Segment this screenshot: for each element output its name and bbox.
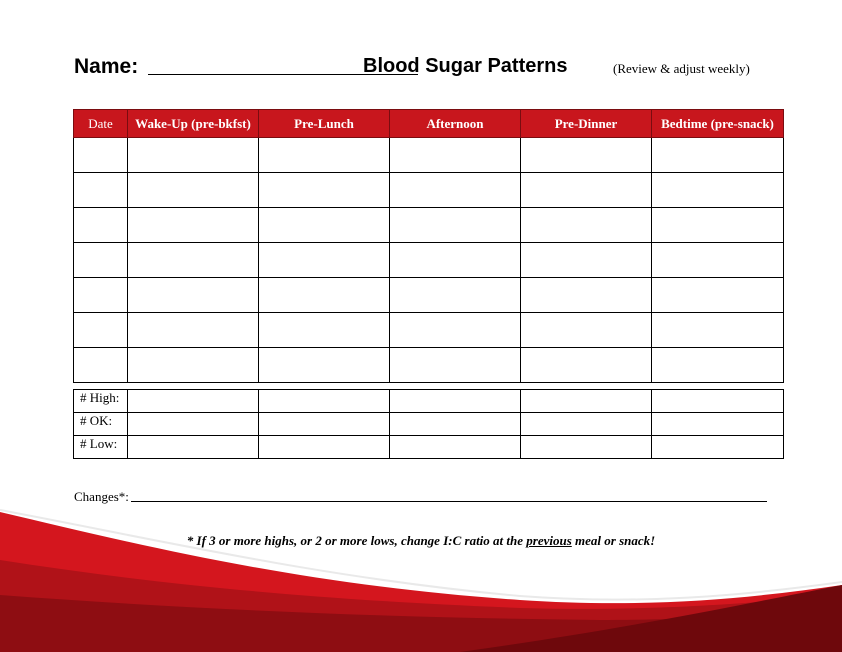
table-row: [74, 278, 784, 313]
summary-cell[interactable]: [521, 390, 652, 413]
table-cell[interactable]: [521, 313, 652, 348]
table-cell[interactable]: [74, 313, 128, 348]
table-row: [74, 173, 784, 208]
table-cell[interactable]: [128, 138, 259, 173]
table-cell[interactable]: [652, 173, 784, 208]
summary-cell[interactable]: [521, 436, 652, 459]
summary-cell[interactable]: [390, 413, 521, 436]
summary-cell[interactable]: [128, 390, 259, 413]
column-header: Pre-Dinner: [521, 110, 652, 138]
table-cell[interactable]: [652, 208, 784, 243]
table-cell[interactable]: [390, 348, 521, 383]
table-cell[interactable]: [259, 243, 390, 278]
table-cell[interactable]: [128, 348, 259, 383]
table-cell[interactable]: [259, 278, 390, 313]
table-cell[interactable]: [128, 313, 259, 348]
summary-row: [74, 413, 784, 436]
table-cell[interactable]: [521, 348, 652, 383]
summary-cell[interactable]: [259, 390, 390, 413]
summary-cell[interactable]: [521, 413, 652, 436]
summary-cell[interactable]: [259, 413, 390, 436]
table-cell[interactable]: [652, 348, 784, 383]
footnote-text-end: meal or snack!: [571, 533, 656, 548]
table-cell[interactable]: [390, 173, 521, 208]
summary-label: # High:: [74, 390, 128, 413]
table-cell[interactable]: [521, 138, 652, 173]
table-cell[interactable]: [652, 243, 784, 278]
table-cell[interactable]: [259, 138, 390, 173]
table-cell[interactable]: [128, 278, 259, 313]
name-label: Name:: [74, 55, 139, 78]
column-header: Wake-Up (pre-bkfst): [128, 110, 259, 138]
table-cell[interactable]: [521, 173, 652, 208]
footnote: [0, 533, 842, 549]
table-cell[interactable]: [259, 173, 390, 208]
page-header: [74, 52, 774, 82]
table-row: [74, 243, 784, 278]
summary-cell[interactable]: [128, 413, 259, 436]
table-cell[interactable]: [390, 243, 521, 278]
summary-cell[interactable]: [128, 436, 259, 459]
table-row: [74, 313, 784, 348]
table-header-row: [74, 110, 784, 138]
table-cell[interactable]: [521, 278, 652, 313]
table-row: [74, 208, 784, 243]
table-cell[interactable]: [259, 208, 390, 243]
table-cell[interactable]: [652, 313, 784, 348]
table-cell[interactable]: [74, 278, 128, 313]
table-cell[interactable]: [74, 138, 128, 173]
changes-field-line[interactable]: [131, 501, 767, 502]
page-subtitle: (Review & adjust weekly): [613, 61, 750, 76]
summary-cell[interactable]: [390, 436, 521, 459]
footnote-text: * If 3 or more highs, or 2 or more lows, change I:C ratio at the: [186, 533, 527, 548]
table-cell[interactable]: [652, 138, 784, 173]
summary-label: # OK:: [74, 413, 128, 436]
table-cell[interactable]: [390, 313, 521, 348]
footnote-emphasis: previous: [526, 533, 572, 548]
table-cell[interactable]: [259, 313, 390, 348]
table-cell[interactable]: [521, 208, 652, 243]
summary-cell[interactable]: [259, 436, 390, 459]
table-cell[interactable]: [128, 208, 259, 243]
table-row: [74, 138, 784, 173]
changes-label: Changes*:: [74, 489, 129, 504]
table-row: [74, 348, 784, 383]
summary-table: [73, 389, 784, 459]
summary-cell[interactable]: [652, 413, 784, 436]
column-header: Bedtime (pre-snack): [652, 110, 784, 138]
column-header: Date: [74, 110, 128, 138]
table-cell[interactable]: [74, 208, 128, 243]
column-header: Afternoon: [390, 110, 521, 138]
table-cell[interactable]: [74, 348, 128, 383]
summary-cell[interactable]: [652, 436, 784, 459]
column-header: Pre-Lunch: [259, 110, 390, 138]
table-cell[interactable]: [128, 243, 259, 278]
page-title: Blood Sugar Patterns: [363, 55, 568, 77]
table-cell[interactable]: [390, 278, 521, 313]
table-cell[interactable]: [74, 173, 128, 208]
table-cell[interactable]: [652, 278, 784, 313]
summary-row: [74, 436, 784, 459]
table-cell[interactable]: [390, 138, 521, 173]
readings-table: [73, 109, 784, 383]
table-cell[interactable]: [521, 243, 652, 278]
summary-cell[interactable]: [652, 390, 784, 413]
table-cell[interactable]: [390, 208, 521, 243]
summary-label: # Low:: [74, 436, 128, 459]
table-cell[interactable]: [128, 173, 259, 208]
summary-row: [74, 390, 784, 413]
table-cell[interactable]: [74, 243, 128, 278]
table-cell[interactable]: [259, 348, 390, 383]
summary-cell[interactable]: [390, 390, 521, 413]
